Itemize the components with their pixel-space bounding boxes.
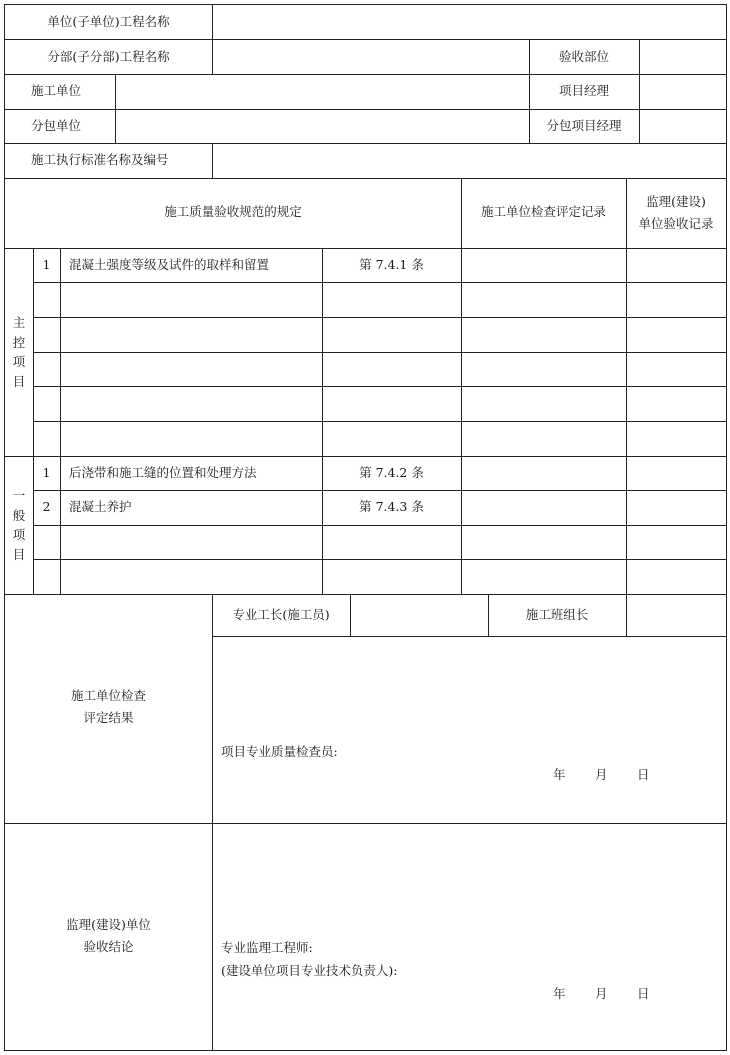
project-manager-field[interactable]	[645, 85, 720, 99]
general-items-section-label: 一般项目	[12, 488, 26, 562]
contractor-result-title-line1: 施工单位检查	[70, 688, 146, 703]
standard-label: 施工执行标准名称及编号	[31, 152, 169, 167]
supervisor-conclusion-title-line2: 验收结论	[83, 939, 134, 954]
date-day-label: 日	[637, 986, 650, 1001]
subcontractor-label: 分包单位	[31, 118, 82, 133]
row-divider	[5, 248, 726, 249]
row-divider	[33, 559, 726, 560]
unit-project-name-label: 单位(子单位)工程名称	[47, 14, 170, 29]
quality-inspector-label: 项目专业质量检查员:	[221, 744, 338, 759]
inspection-part-label: 验收部位	[558, 49, 609, 64]
column-divider	[322, 248, 323, 594]
date-year-label: 年	[553, 767, 566, 782]
row-divider	[5, 74, 726, 75]
column-divider	[626, 178, 627, 594]
supervisor-record-header-line2: 单位验收记录	[638, 216, 714, 231]
team-leader-label: 施工班组长	[525, 607, 589, 622]
row-divider	[5, 143, 726, 144]
item-clause: 第 7.4.2 条	[359, 465, 424, 480]
item-description: 混凝土养护	[69, 499, 132, 514]
column-divider	[33, 248, 34, 594]
row-divider	[33, 282, 726, 283]
date-year-label: 年	[553, 986, 566, 1001]
row-divider	[212, 636, 726, 637]
subcontractor-field[interactable]	[122, 120, 522, 134]
column-divider	[115, 74, 116, 143]
column-divider	[212, 143, 213, 178]
column-divider	[212, 594, 213, 1050]
row-divider	[33, 490, 726, 491]
spec-column-header: 施工质量验收规范的规定	[164, 204, 302, 219]
date-month-label: 月	[595, 986, 608, 1001]
row-divider	[5, 594, 726, 595]
supervisor-conclusion-title	[5, 914, 212, 958]
row-divider	[33, 386, 726, 387]
inspection-record-form	[4, 4, 727, 1051]
item-number: 1	[42, 465, 51, 480]
supervisor-record-column-header	[626, 191, 726, 235]
row-divider	[33, 352, 726, 353]
row-divider	[5, 109, 726, 110]
date-month-label: 月	[595, 767, 608, 782]
item-description: 后浇带和施工缝的位置和处理方法	[69, 465, 257, 480]
standard-field[interactable]	[219, 154, 719, 168]
column-divider	[60, 248, 61, 594]
team-leader-field[interactable]	[632, 609, 720, 623]
item-description: 混凝土强度等级及试件的取样和留置	[69, 257, 270, 272]
column-divider	[212, 5, 213, 39]
contractor-label: 施工单位	[31, 83, 82, 98]
item-clause: 第 7.4.3 条	[359, 499, 424, 514]
row-divider	[33, 421, 726, 422]
foreman-field[interactable]	[356, 609, 481, 623]
unit-project-name-field[interactable]	[219, 16, 719, 30]
contractor-record-column-header: 施工单位检查评定记录	[480, 204, 606, 219]
row-divider	[5, 823, 726, 824]
column-divider	[350, 594, 351, 636]
column-divider	[639, 39, 640, 143]
sub-project-name-field[interactable]	[219, 51, 519, 65]
row-divider	[5, 39, 726, 40]
supervisor-conclusion-title-line1: 监理(建设)单位	[66, 917, 151, 932]
sub-project-manager-field[interactable]	[645, 120, 720, 134]
row-divider	[33, 525, 726, 526]
row-divider	[5, 456, 726, 457]
foreman-label: 专业工长(施工员)	[232, 607, 330, 622]
sub-project-manager-label: 分包项目经理	[546, 118, 622, 133]
column-divider	[212, 39, 213, 74]
row-divider	[33, 317, 726, 318]
inspection-part-field[interactable]	[645, 51, 720, 65]
date-day-label: 日	[637, 767, 650, 782]
main-items-section-label: 主控项目	[12, 315, 26, 389]
item-number: 2	[42, 499, 51, 514]
row-divider	[5, 178, 726, 179]
sub-project-name-label: 分部(子分部)工程名称	[47, 49, 170, 64]
item-number: 1	[42, 257, 51, 272]
supervisor-record-header-line1: 监理(建设)	[646, 194, 706, 209]
column-divider	[461, 178, 462, 594]
contractor-result-title-line2: 评定结果	[83, 710, 134, 725]
item-clause: 第 7.4.1 条	[359, 257, 424, 272]
owner-representative-label: (建设单位项目专业技术负责人):	[221, 963, 398, 978]
column-divider	[626, 594, 627, 636]
contractor-result-title	[5, 685, 212, 729]
supervising-engineer-label: 专业监理工程师:	[221, 940, 313, 955]
project-manager-label: 项目经理	[558, 83, 609, 98]
contractor-field[interactable]	[122, 85, 522, 99]
